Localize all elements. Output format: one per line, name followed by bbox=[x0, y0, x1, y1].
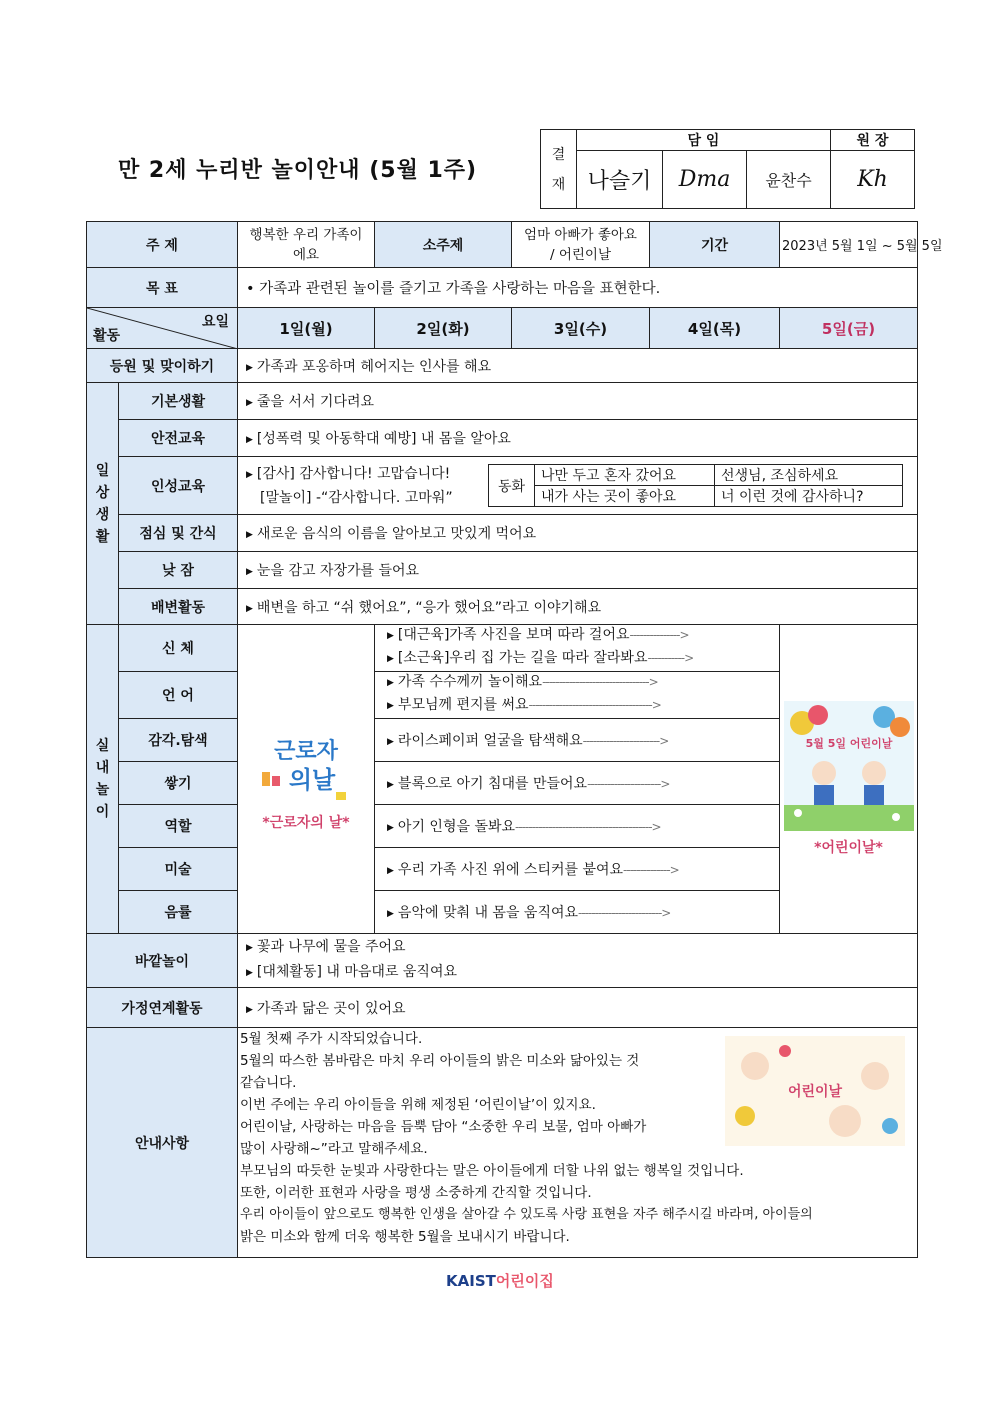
daily-text-nap bbox=[238, 552, 918, 589]
day-thu: 4일(목) bbox=[650, 308, 780, 349]
indoor-language-item-2: ▶ 부모님께 편지를 써요-------------------------------------> bbox=[387, 695, 775, 718]
story-label: 동화 bbox=[489, 465, 535, 507]
indoor-label-music: 음률 bbox=[119, 891, 238, 934]
triangle-bullet-icon: ▶ bbox=[387, 909, 394, 919]
childrens-day-notice-image bbox=[725, 1036, 905, 1146]
indoor-art-items: ▶ 우리 가족 사진 위에 스티커를 붙여요--------------> bbox=[375, 848, 780, 891]
home-label: 가정연계활동 bbox=[87, 988, 238, 1028]
schedule-table bbox=[86, 221, 943, 1258]
daily-group-label bbox=[87, 383, 119, 625]
indoor-body-items bbox=[375, 625, 780, 672]
approval-box bbox=[540, 129, 915, 209]
period-label: 기간 bbox=[650, 222, 780, 268]
daily-safety-value: [성폭력 및 아동학대 예방] 내 몸을 알아요 bbox=[256, 431, 511, 447]
footer-logo bbox=[446, 1270, 554, 1291]
goal-label: 목 표 bbox=[87, 268, 238, 308]
character-line-2: [말놀이] -“감사합니다. 고마워” bbox=[260, 489, 453, 506]
indoor-sensory-items: ▶ 라이스페이퍼 얼굴을 탐색해요-----------------------> bbox=[375, 719, 780, 762]
indoor-sensory-item-text: 라이스페이퍼 얼굴을 탐색해요 bbox=[397, 733, 583, 749]
approval-side-1: 결 bbox=[551, 147, 566, 163]
triangle-bullet-icon: ▶ bbox=[246, 967, 253, 978]
triangle-bullet-icon: ▶ bbox=[387, 780, 394, 790]
indoor-music-items: ▶ 음악에 맞춰 내 몸을 움직여요-------------------------> bbox=[375, 891, 780, 934]
day-tue: 2일(화) bbox=[375, 308, 512, 349]
indoor-label-language: 언 어 bbox=[119, 672, 238, 719]
notice-line-7: 부모님의 따듯한 눈빛과 사랑한다는 말은 아이들에게 더할 나위 없는 행복일 것입니다. bbox=[240, 1163, 744, 1179]
character-line-1 bbox=[246, 463, 488, 487]
day-fri: 5일(금) bbox=[780, 308, 918, 349]
notice-image-text: 어린이날 bbox=[787, 1084, 843, 1100]
triangle-bullet-icon: ▶ bbox=[246, 1004, 253, 1015]
notice-line-4: 이번 주에는 우리 아이들을 위해 제정된 ‘어린이날’이 있지요. bbox=[240, 1097, 596, 1113]
approval-side-label bbox=[541, 130, 577, 209]
triangle-bullet-icon: ▶ bbox=[246, 362, 253, 373]
indoor-role-item-text: 아기 인형을 돌봐요 bbox=[397, 819, 516, 835]
triangle-bullet-icon: ▶ bbox=[387, 701, 394, 711]
indoor-music-item-text: 음악에 맞춰 내 몸을 움직여요 bbox=[397, 905, 579, 921]
story-1: 나만 두고 혼자 갔어요 bbox=[535, 465, 715, 486]
notice-line-9: 우리 아이들이 앞으로도 행복한 인생을 살아갈 수 있도록 사랑 표현을 자주 해주시길 바라며, 아이들의 bbox=[240, 1207, 813, 1222]
notice-line-8: 또한, 이러한 표현과 사랑을 평생 소중하게 간직할 것입니다. bbox=[240, 1185, 592, 1201]
topic-label: 주 제 bbox=[87, 222, 238, 268]
indoor-group-text: 실내놀이 bbox=[95, 738, 110, 820]
daily-nap-value: 눈을 감고 자장가를 들어요 bbox=[256, 563, 420, 579]
daily-text-basic bbox=[238, 383, 918, 420]
triangle-bullet-icon: ▶ bbox=[246, 530, 253, 540]
daily-label-character: 인성교육 bbox=[119, 457, 238, 515]
indoor-body-item-2: ▶ [소근육]우리 집 가는 길을 따라 잘라봐요-----------> bbox=[387, 648, 775, 671]
outdoor-item-1-text: 꽃과 나무에 물을 주어요 bbox=[256, 938, 406, 955]
signature-1: 나슬기 bbox=[577, 151, 663, 209]
triangle-bullet-icon: ▶ bbox=[387, 678, 394, 688]
triangle-bullet-icon: ▶ bbox=[246, 435, 253, 445]
outdoor-item-2 bbox=[246, 961, 909, 986]
story-4: 너 이런 것에 감사하니? bbox=[715, 486, 903, 507]
labor-day-image-text-2: 의날 bbox=[288, 766, 336, 794]
notice-label: 안내사항 bbox=[87, 1028, 238, 1258]
day-corner bbox=[87, 308, 238, 349]
labor-day-image-text-1: 근로자 bbox=[274, 739, 338, 764]
indoor-blocks-items: ▶ 블록으로 아기 침대를 만들어요----------------------> bbox=[375, 762, 780, 805]
daily-text-safety bbox=[238, 420, 918, 457]
indoor-label-art: 미술 bbox=[119, 848, 238, 891]
notice-line-5: 어린이날, 사랑하는 마음을 듬뿍 담아 “소중한 우리 보물, 엄마 아빠가 bbox=[240, 1119, 647, 1135]
indoor-language-item-1: ▶ 가족 수수께끼 놀이해요--------------------------------> bbox=[387, 672, 775, 695]
character-line-1-text: [감사] 감사합니다! 고맙습니다! bbox=[256, 465, 451, 482]
childrens-day-image-cell bbox=[780, 625, 918, 934]
outdoor-item-2-text: [대체활동] 내 마음대로 움직여요 bbox=[256, 963, 458, 980]
indoor-label-blocks: 쌓기 bbox=[119, 762, 238, 805]
indoor-label-sensory: 감각.탐색 bbox=[119, 719, 238, 762]
daily-basic-value: 줄을 서서 기다려요 bbox=[256, 394, 375, 410]
indoor-group-label bbox=[87, 625, 119, 934]
triangle-bullet-icon: ▶ bbox=[387, 823, 394, 833]
notice-text bbox=[238, 1028, 918, 1258]
triangle-bullet-icon: ▶ bbox=[387, 631, 394, 641]
outdoor-item-1 bbox=[246, 936, 909, 961]
indoor-label-body: 신 체 bbox=[119, 625, 238, 672]
home-text-value: 가족과 닮은 곳이 있어요 bbox=[256, 1000, 406, 1017]
daily-character-cell bbox=[238, 457, 918, 515]
story-3: 내가 사는 곳이 좋아요 bbox=[535, 486, 715, 507]
labor-day-image bbox=[256, 726, 356, 806]
triangle-bullet-icon: ▶ bbox=[387, 737, 394, 747]
daily-label-safety: 안전교육 bbox=[119, 420, 238, 457]
corner-bottom: 활동 bbox=[93, 328, 121, 344]
triangle-bullet-icon: ▶ bbox=[246, 942, 253, 953]
arrival-label: 등원 및 맞이하기 bbox=[87, 349, 238, 383]
childrens-day-image-text: 5월 5일 어린이날 bbox=[805, 737, 892, 750]
notice-line-10: 밝은 미소와 함께 더욱 행복한 5월을 보내시기 바랍니다. bbox=[240, 1229, 570, 1245]
triangle-bullet-icon: ▶ bbox=[387, 654, 394, 664]
day-mon: 1일(월) bbox=[238, 308, 375, 349]
notice-line-1: 5월 첫째 주가 시작되었습니다. bbox=[240, 1031, 423, 1047]
daily-label-basic: 기본생활 bbox=[119, 383, 238, 420]
triangle-bullet-icon: ▶ bbox=[246, 567, 253, 577]
notice-line-3: 같습니다. bbox=[240, 1075, 297, 1091]
daily-lunch-value: 새로운 음식의 이름을 알아보고 맛있게 먹어요 bbox=[256, 526, 537, 542]
signature-4: Kh bbox=[831, 151, 915, 209]
triangle-bullet-icon: ▶ bbox=[387, 866, 394, 876]
subtopic-label: 소주제 bbox=[375, 222, 512, 268]
period-value: 2023년 5월 1일 ~ 5월 5일 bbox=[780, 222, 918, 268]
daily-toilet-value: 배변을 하고 “쉬 했어요”, “응가 했어요”라고 이야기해요 bbox=[256, 599, 602, 616]
indoor-language-item-2-text: 부모님께 편지를 써요 bbox=[397, 697, 529, 713]
home-text bbox=[238, 988, 918, 1028]
indoor-label-role: 역할 bbox=[119, 805, 238, 848]
topic-value: 행복한 우리 가족이에요 bbox=[238, 222, 375, 268]
outdoor-label: 바깥놀이 bbox=[87, 934, 238, 988]
corner-top: 요일 bbox=[201, 314, 229, 330]
daily-text-lunch bbox=[238, 515, 918, 552]
signature-3: 윤찬수 bbox=[747, 151, 831, 209]
notice-line-6: 많이 사랑해~”라고 말해주세요. bbox=[240, 1141, 428, 1157]
indoor-language-items bbox=[375, 672, 780, 719]
indoor-art-item-text: 우리 가족 사진 위에 스티커를 붙여요 bbox=[397, 862, 624, 878]
triangle-bullet-icon: ▶ bbox=[246, 469, 253, 480]
indoor-body-item-2-text: [소근육]우리 집 가는 길을 따라 잘라봐요 bbox=[397, 650, 648, 666]
labor-day-image-cell bbox=[238, 625, 375, 934]
head-teacher-label: 담 임 bbox=[577, 130, 831, 151]
approval-side-2: 재 bbox=[551, 177, 566, 193]
daily-group-text: 일상생활 bbox=[95, 462, 110, 545]
arrival-text-value: 가족과 포옹하며 헤어지는 인사를 해요 bbox=[256, 358, 492, 375]
childrens-day-image bbox=[784, 701, 914, 831]
day-wed: 3일(수) bbox=[512, 308, 650, 349]
outdoor-items bbox=[238, 934, 918, 988]
story-table bbox=[488, 464, 903, 507]
story-2: 선생님, 조심하세요 bbox=[715, 465, 903, 486]
indoor-language-item-1-text: 가족 수수께끼 놀이해요 bbox=[397, 674, 543, 690]
triangle-bullet-icon: ▶ bbox=[246, 603, 253, 614]
page-title: 만 2세 누리반 놀이안내 (5월 1주) bbox=[118, 158, 478, 183]
notice-line-2: 5월의 따스한 봄바람은 마치 우리 아이들의 밝은 미소와 닮아있는 것 bbox=[240, 1053, 640, 1069]
director-label: 원 장 bbox=[831, 130, 915, 151]
daily-text-toilet bbox=[238, 589, 918, 625]
indoor-role-items: ▶ 아기 인형을 돌봐요-----------------------------------------> bbox=[375, 805, 780, 848]
indoor-blocks-item-text: 블록으로 아기 침대를 만들어요 bbox=[397, 776, 588, 792]
indoor-body-item-1: ▶ [대근육]가족 사진을 보며 따라 걸어요---------------> bbox=[387, 625, 775, 648]
labor-day-caption: *근로자의 날* bbox=[262, 815, 350, 831]
subtopic-value: 엄마 아빠가 좋아요 / 어린이날 bbox=[512, 222, 650, 268]
daily-label-toilet: 배변활동 bbox=[119, 589, 238, 625]
childrens-day-caption: *어린이날* bbox=[814, 840, 883, 856]
signature-2: Dma bbox=[663, 151, 747, 209]
triangle-bullet-icon: ▶ bbox=[246, 398, 253, 408]
daily-label-lunch: 점심 및 간식 bbox=[119, 515, 238, 552]
daily-label-nap: 낮 잠 bbox=[119, 552, 238, 589]
footer-logo-kaist: KAIST bbox=[446, 1272, 496, 1290]
goal-value: • 가족과 관련된 놀이를 즐기고 가족을 사랑하는 마음을 표현한다. bbox=[238, 268, 918, 308]
footer-logo-text: 어린이집 bbox=[495, 1272, 554, 1290]
indoor-body-item-1-text: [대근육]가족 사진을 보며 따라 걸어요 bbox=[397, 627, 630, 643]
arrival-text bbox=[238, 349, 918, 383]
